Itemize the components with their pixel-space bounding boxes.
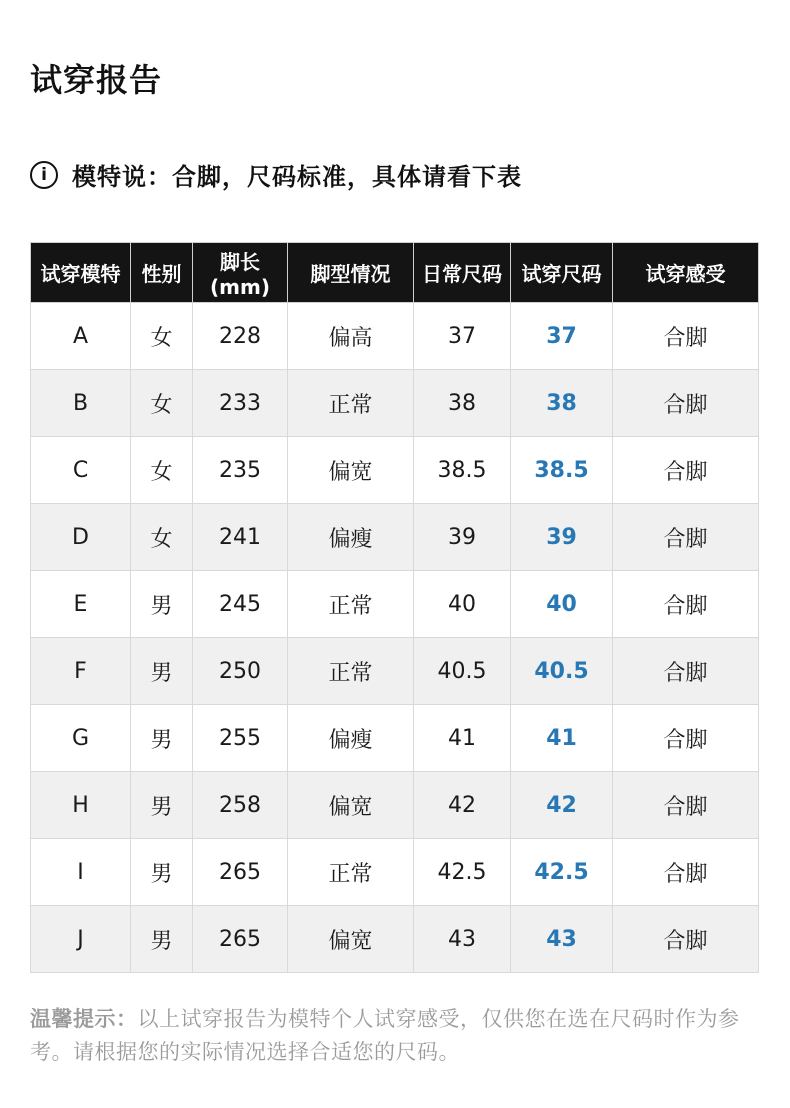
table-row — [31, 839, 759, 906]
cell-model: E — [31, 571, 131, 638]
table-row — [31, 906, 759, 973]
cell-fit-feel: 合脚 — [613, 772, 759, 839]
cell-tryon-size: 43 — [511, 906, 613, 973]
cell-tryon-size: 40.5 — [511, 638, 613, 705]
cell-foot-length: 265 — [193, 906, 288, 973]
header-tryon-size: 试穿尺码 — [511, 243, 613, 303]
cell-foot-type: 正常 — [288, 638, 414, 705]
cell-foot-type: 正常 — [288, 370, 414, 437]
cell-foot-type: 正常 — [288, 839, 414, 906]
cell-fit-feel: 合脚 — [613, 705, 759, 772]
cell-tryon-size: 38.5 — [511, 437, 613, 504]
cell-model: G — [31, 705, 131, 772]
cell-fit-feel: 合脚 — [613, 437, 759, 504]
model-note-row — [30, 157, 760, 192]
header-fit-feel: 试穿感受 — [613, 243, 759, 303]
cell-model: H — [31, 772, 131, 839]
header-foot-length: 脚长(mm) — [193, 243, 288, 303]
cell-tryon-size: 42.5 — [511, 839, 613, 906]
cell-tryon-size: 40 — [511, 571, 613, 638]
table-row — [31, 303, 759, 370]
header-model: 试穿模特 — [31, 243, 131, 303]
cell-foot-length: 265 — [193, 839, 288, 906]
cell-foot-length: 241 — [193, 504, 288, 571]
model-note-text: 模特说：合脚，尺码标准，具体请看下表 — [72, 163, 522, 191]
table-row — [31, 437, 759, 504]
cell-tryon-size: 38 — [511, 370, 613, 437]
cell-fit-feel: 合脚 — [613, 906, 759, 973]
table-body — [31, 303, 759, 973]
cell-foot-length: 228 — [193, 303, 288, 370]
cell-foot-type: 偏宽 — [288, 772, 414, 839]
fit-report-table — [30, 242, 759, 973]
cell-fit-feel: 合脚 — [613, 571, 759, 638]
table-row — [31, 638, 759, 705]
cell-gender: 男 — [131, 705, 193, 772]
cell-daily-size: 41 — [414, 705, 511, 772]
cell-daily-size: 40 — [414, 571, 511, 638]
table-row — [31, 772, 759, 839]
cell-gender: 男 — [131, 906, 193, 973]
cell-foot-type: 偏高 — [288, 303, 414, 370]
cell-foot-type: 偏宽 — [288, 906, 414, 973]
cell-model: D — [31, 504, 131, 571]
cell-foot-type: 正常 — [288, 571, 414, 638]
cell-foot-type: 偏宽 — [288, 437, 414, 504]
cell-fit-feel: 合脚 — [613, 638, 759, 705]
cell-daily-size: 37 — [414, 303, 511, 370]
cell-model: B — [31, 370, 131, 437]
cell-daily-size: 38 — [414, 370, 511, 437]
cell-foot-length: 233 — [193, 370, 288, 437]
table-row — [31, 504, 759, 571]
table-row — [31, 705, 759, 772]
cell-gender: 女 — [131, 504, 193, 571]
cell-model: J — [31, 906, 131, 973]
cell-gender: 男 — [131, 571, 193, 638]
cell-gender: 男 — [131, 638, 193, 705]
cell-model: C — [31, 437, 131, 504]
table-row — [31, 571, 759, 638]
footer-tip — [30, 1003, 760, 1068]
cell-fit-feel: 合脚 — [613, 504, 759, 571]
cell-gender: 女 — [131, 437, 193, 504]
cell-tryon-size: 39 — [511, 504, 613, 571]
cell-foot-type: 偏瘦 — [288, 705, 414, 772]
header-gender: 性别 — [131, 243, 193, 303]
cell-daily-size: 42 — [414, 772, 511, 839]
cell-gender: 男 — [131, 839, 193, 906]
cell-foot-length: 245 — [193, 571, 288, 638]
cell-gender: 女 — [131, 370, 193, 437]
cell-tryon-size: 37 — [511, 303, 613, 370]
cell-fit-feel: 合脚 — [613, 370, 759, 437]
cell-model: I — [31, 839, 131, 906]
footer-tip-label: 温馨提示： — [30, 1007, 138, 1031]
cell-tryon-size: 41 — [511, 705, 613, 772]
cell-fit-feel: 合脚 — [613, 839, 759, 906]
info-circle-icon: i — [30, 161, 58, 189]
table-header — [31, 243, 759, 303]
cell-daily-size: 39 — [414, 504, 511, 571]
footer-tip-text: 以上试穿报告为模特个人试穿感受，仅供您在选在尺码时作为参考。请根据您的实际情况选择合适您的尺码。 — [30, 1007, 740, 1064]
cell-tryon-size: 42 — [511, 772, 613, 839]
cell-foot-length: 250 — [193, 638, 288, 705]
cell-foot-type: 偏瘦 — [288, 504, 414, 571]
header-foot-type: 脚型情况 — [288, 243, 414, 303]
cell-foot-length: 255 — [193, 705, 288, 772]
cell-model: F — [31, 638, 131, 705]
header-daily-size: 日常尺码 — [414, 243, 511, 303]
cell-daily-size: 43 — [414, 906, 511, 973]
cell-gender: 女 — [131, 303, 193, 370]
table-row — [31, 370, 759, 437]
cell-model: A — [31, 303, 131, 370]
cell-daily-size: 38.5 — [414, 437, 511, 504]
page-title: 试穿报告 — [30, 61, 163, 99]
cell-gender: 男 — [131, 772, 193, 839]
cell-foot-length: 258 — [193, 772, 288, 839]
table-header-row — [31, 243, 759, 303]
cell-fit-feel: 合脚 — [613, 303, 759, 370]
cell-daily-size: 40.5 — [414, 638, 511, 705]
cell-daily-size: 42.5 — [414, 839, 511, 906]
cell-foot-length: 235 — [193, 437, 288, 504]
